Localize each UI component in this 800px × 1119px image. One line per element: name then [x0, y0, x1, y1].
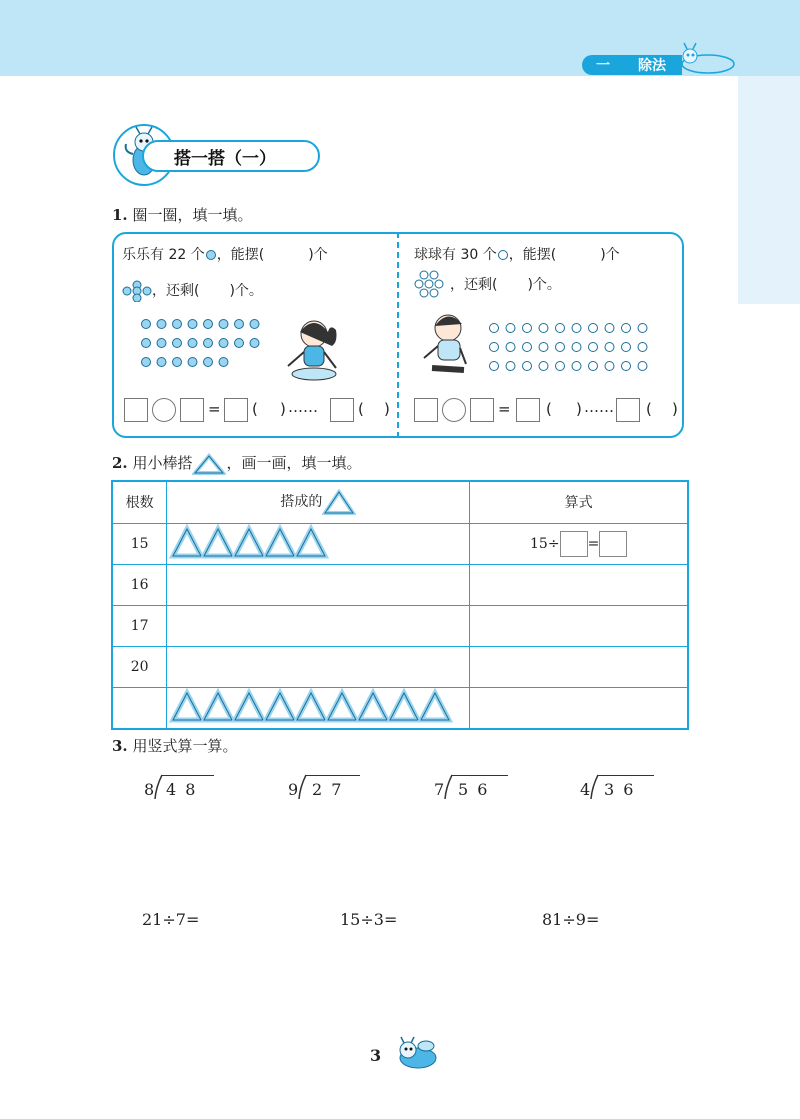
- answer-box[interactable]: [616, 398, 640, 422]
- row-count: 20: [112, 646, 167, 687]
- counter-dot: [219, 358, 228, 367]
- counter-dot: [572, 324, 581, 333]
- answer-box[interactable]: [560, 531, 588, 557]
- row-count[interactable]: [112, 687, 167, 729]
- row-count: 16: [112, 564, 167, 605]
- division-bar: [452, 775, 508, 776]
- row-drawing[interactable]: [167, 564, 470, 605]
- answer-box[interactable]: [516, 398, 540, 422]
- counter-dot: [589, 362, 598, 371]
- counter-dot: [556, 324, 565, 333]
- counter-dot: [556, 362, 565, 371]
- counter-dot: [157, 339, 166, 348]
- dividend: 3 6: [604, 780, 636, 799]
- header-built: [167, 481, 470, 523]
- row-count: 17: [112, 605, 167, 646]
- left-line-1-a: 乐乐有 22 个: [122, 247, 205, 263]
- counter-dot: [605, 343, 614, 352]
- question-1-number: 1.: [112, 206, 128, 224]
- operator-circle[interactable]: [152, 398, 176, 422]
- right-line-1-c: )个: [600, 247, 620, 263]
- dividend: 2 7: [312, 780, 344, 799]
- equals-sign: =: [208, 400, 221, 418]
- operator-circle[interactable]: [442, 398, 466, 422]
- stick-triangle-icon: [192, 453, 226, 475]
- counter-dot: [490, 324, 499, 333]
- unit-name: 除法: [638, 58, 666, 74]
- question-2-number: 2.: [112, 454, 128, 472]
- paren-close: ): [672, 400, 678, 418]
- stick-triangle: [235, 529, 263, 556]
- counter-dot: [188, 339, 197, 348]
- division-bar: [306, 775, 360, 776]
- equals-sign: =: [498, 400, 511, 418]
- dot-cluster-icon: [122, 280, 152, 302]
- divisor: 4: [580, 780, 593, 799]
- row-formula[interactable]: [470, 646, 688, 687]
- answer-box[interactable]: [470, 398, 494, 422]
- unit-number: 一: [596, 58, 610, 74]
- question-2-text-b: ，画一画，填一填。: [226, 454, 362, 472]
- division-bracket-icon: [444, 774, 454, 800]
- paren-close: ): [280, 400, 286, 418]
- paren-open: (: [252, 400, 258, 418]
- ring-cluster-icon: [414, 270, 450, 300]
- stick-triangle: [297, 693, 325, 720]
- counter-dot: [539, 362, 548, 371]
- division-bracket-icon: [154, 774, 164, 800]
- right-line-1: [414, 244, 620, 264]
- table-row: [112, 646, 688, 687]
- stick-triangle: [173, 693, 201, 720]
- counter-dot: [204, 358, 213, 367]
- row-formula: [470, 523, 688, 564]
- division-bracket-icon: [298, 774, 308, 800]
- counter-dot: [638, 362, 647, 371]
- header-count: 根数: [112, 481, 167, 523]
- question-2-text-a: 用小棒搭: [132, 454, 193, 472]
- girl-illustration-icon: [278, 316, 348, 382]
- question-2-title: [112, 452, 361, 475]
- counter-dot: [173, 320, 182, 329]
- equation-2: 15÷3=: [340, 910, 398, 929]
- counter-dot: [250, 320, 259, 329]
- counter-dot: [622, 343, 631, 352]
- stick-triangle: [266, 529, 294, 556]
- counter-dot: [539, 343, 548, 352]
- stick-triangle-icon: [322, 489, 356, 515]
- stick-table: [111, 480, 689, 730]
- counter-dot: [589, 324, 598, 333]
- bee-mascot-icon: [678, 40, 738, 76]
- left-line-2-a: ，还剩(: [152, 283, 200, 299]
- counter-dot: [188, 320, 197, 329]
- counter-dot: [572, 362, 581, 371]
- answer-box[interactable]: [414, 398, 438, 422]
- row-drawing[interactable]: [167, 646, 470, 687]
- counter-dot: [204, 339, 213, 348]
- triangle-row: [167, 688, 467, 724]
- stick-triangle: [204, 693, 232, 720]
- counter-dot: [605, 324, 614, 333]
- counter-dot: [572, 343, 581, 352]
- dot-icon: [205, 249, 217, 261]
- stick-triangle: [421, 693, 449, 720]
- question-3-number: 3.: [112, 737, 128, 755]
- header-formula: 算式: [470, 481, 688, 523]
- counter-dot: [506, 343, 515, 352]
- counter-dot: [523, 362, 532, 371]
- row-drawing[interactable]: [167, 605, 470, 646]
- counter-dot: [188, 358, 197, 367]
- counter-dot: [235, 320, 244, 329]
- counter-dot: [219, 339, 228, 348]
- equation-1: 21÷7=: [142, 910, 200, 929]
- right-line-1-a: 球球有 30 个: [414, 247, 497, 263]
- left-line-1: [122, 244, 328, 264]
- row-formula[interactable]: [470, 605, 688, 646]
- counter-dot: [506, 362, 515, 371]
- side-banner: [738, 76, 800, 304]
- counter-dot: [204, 320, 213, 329]
- left-dot-array: [140, 318, 270, 378]
- counter-dot: [506, 324, 515, 333]
- table-row: [112, 687, 688, 729]
- counter-dot: [142, 358, 151, 367]
- stick-triangle: [235, 693, 263, 720]
- paren-open: (: [546, 400, 552, 418]
- triangle-row: [167, 524, 467, 560]
- row-formula[interactable]: [470, 564, 688, 605]
- stick-triangle: [328, 693, 356, 720]
- answer-box[interactable]: [180, 398, 204, 422]
- stick-triangle: [297, 529, 325, 556]
- stick-triangle: [204, 529, 232, 556]
- stick-triangle: [390, 693, 418, 720]
- counter-dot: [523, 343, 532, 352]
- right-line-1-b: ，能摆(: [508, 247, 557, 263]
- divisor: 8: [144, 780, 157, 799]
- row-count: 15: [112, 523, 167, 564]
- paren-close: ): [384, 400, 390, 418]
- boy-illustration-icon: [414, 308, 484, 380]
- counter-dot: [589, 343, 598, 352]
- counter-dot: [235, 339, 244, 348]
- counter-dot: [173, 339, 182, 348]
- row-drawing: [167, 687, 470, 729]
- row-formula[interactable]: [470, 687, 688, 729]
- left-line-2: [122, 280, 263, 302]
- row-drawing[interactable]: [167, 523, 470, 564]
- ring-icon: [497, 249, 509, 261]
- paren-close: ): [576, 400, 582, 418]
- counter-dot: [638, 324, 647, 333]
- answer-box[interactable]: [124, 398, 148, 422]
- counter-dot: [142, 339, 151, 348]
- counter-dot: [490, 343, 499, 352]
- counter-dot: [250, 339, 259, 348]
- counter-dot: [556, 343, 565, 352]
- bee-mascot-icon: [394, 1036, 440, 1072]
- table-row: [112, 523, 688, 564]
- divisor: 7: [434, 780, 447, 799]
- table-row: [112, 605, 688, 646]
- answer-box[interactable]: [599, 531, 627, 557]
- counter-dot: [638, 343, 647, 352]
- question-3-text: 用竖式算一算。: [132, 737, 238, 755]
- left-line-1-c: )个: [308, 247, 328, 263]
- division-bar: [162, 775, 214, 776]
- answer-box[interactable]: [224, 398, 248, 422]
- counter-dot: [622, 324, 631, 333]
- counter-dot: [490, 362, 499, 371]
- ellipsis: ……: [288, 398, 318, 416]
- counter-dot: [622, 362, 631, 371]
- counter-dot: [523, 324, 532, 333]
- right-ring-array: [488, 322, 658, 382]
- question-1-text: 圈一圈，填一填。: [132, 206, 253, 224]
- panel-divider: [397, 232, 399, 438]
- counter-dot: [605, 362, 614, 371]
- lesson-title: 搭一搭（一）: [174, 149, 276, 169]
- answer-box[interactable]: [330, 398, 354, 422]
- stick-triangle: [173, 529, 201, 556]
- paren-open: (: [646, 400, 652, 418]
- dividend: 5 6: [458, 780, 490, 799]
- table-row: [112, 564, 688, 605]
- unit-tab: [582, 55, 682, 75]
- divisor: 9: [288, 780, 301, 799]
- right-line-2-a: ，还剩(: [450, 277, 498, 293]
- header-built-text: 搭成的: [280, 494, 323, 511]
- division-bar: [598, 775, 654, 776]
- right-line-2: [414, 270, 561, 300]
- counter-dot: [539, 324, 548, 333]
- equation-3: 81÷9=: [542, 910, 600, 929]
- question-1-title: [112, 204, 252, 225]
- ellipsis: ……: [584, 398, 614, 416]
- page-number: 3: [370, 1046, 382, 1065]
- counter-dot: [157, 358, 166, 367]
- counter-dot: [142, 320, 151, 329]
- lesson-header: [112, 122, 322, 188]
- dividend: 4 8: [166, 780, 198, 799]
- question-3-title: [112, 735, 237, 756]
- stick-triangle: [266, 693, 294, 720]
- counter-dot: [173, 358, 182, 367]
- stick-triangle: [359, 693, 387, 720]
- paren-open: (: [358, 400, 364, 418]
- right-line-2-b: )个。: [527, 277, 561, 293]
- left-line-1-b: ，能摆(: [216, 247, 265, 263]
- division-bracket-icon: [590, 774, 600, 800]
- counter-dot: [219, 320, 228, 329]
- formula-equals: =: [587, 535, 600, 552]
- counter-dot: [157, 320, 166, 329]
- left-line-2-b: )个。: [229, 283, 263, 299]
- formula-prefix: 15÷: [530, 535, 560, 552]
- table-header-row: [112, 481, 688, 523]
